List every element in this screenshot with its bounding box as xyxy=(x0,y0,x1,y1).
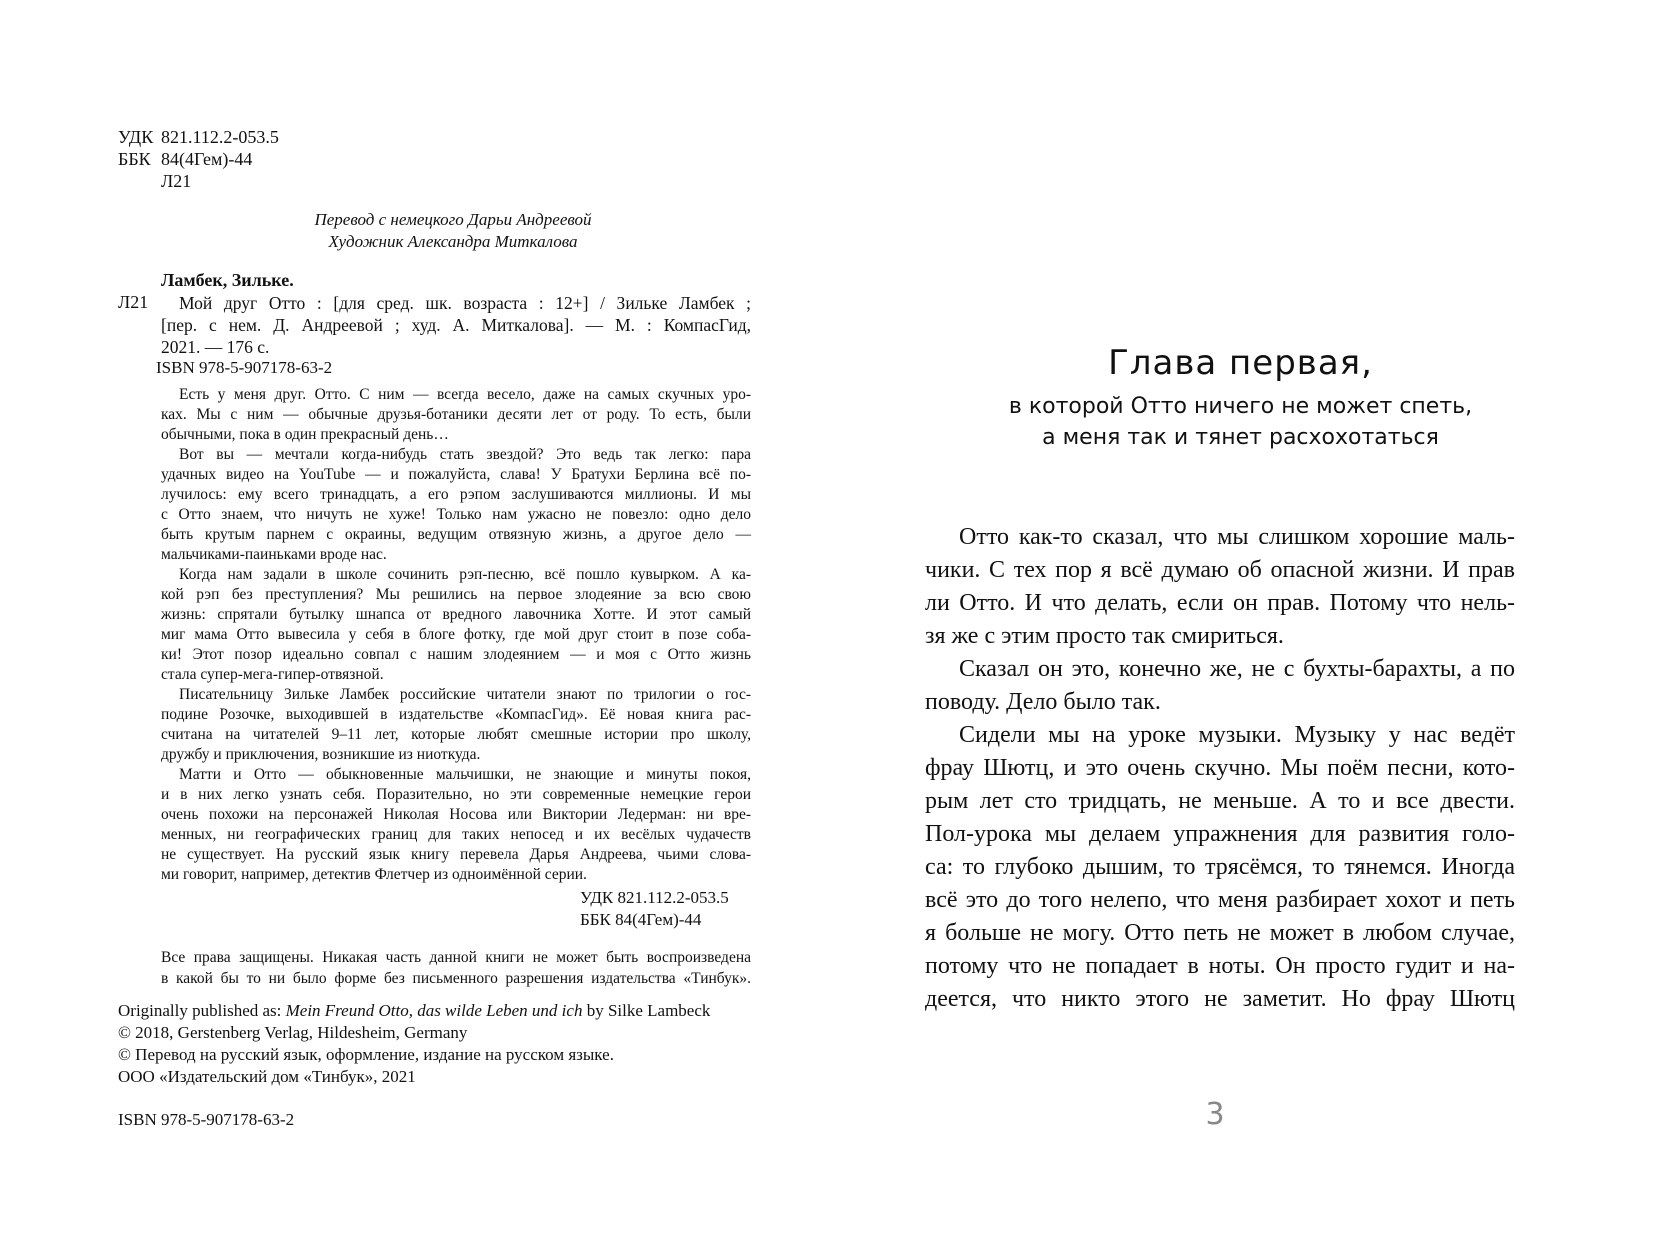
text-line: поводу. Дело было так. xyxy=(925,689,1161,715)
udk-bottom: УДК 821.112.2-053.5 xyxy=(580,888,729,907)
chapter-subtitle-line: в которой Отто ничего не может спеть, xyxy=(1008,394,1473,419)
text-line: миг мама Отто вывесила у себя в блоге фотку, где мой друг стоит в позе соба- xyxy=(161,626,751,643)
bbk-label: ББК xyxy=(118,149,151,169)
copyright-line: ООО «Издательский дом «Тинбук», 2021 xyxy=(118,1067,416,1086)
bbk-value: 84(4Гем)-44 xyxy=(161,149,253,169)
original-suffix: by Silke Lambeck xyxy=(582,1001,711,1020)
illustrator-credit: Художник Александра Миткалова xyxy=(328,232,578,251)
text-line: Когда нам задали в школе сочинить рэп-песню, всё пошло кувырком. А ка- xyxy=(179,566,751,583)
copyright-line: © Перевод на русский язык, оформление, издание на русском языке. xyxy=(118,1045,614,1064)
author-mark: Л21 xyxy=(161,171,192,191)
rights-notice xyxy=(161,947,751,989)
copyright-line: © 2018, Gerstenberg Verlag, Hildesheim, Germany xyxy=(118,1023,468,1042)
udk-label: УДК xyxy=(118,127,154,147)
rights-line: в какой бы то ни было форме без письменного разрешения издательства «Тинбук». xyxy=(161,970,751,987)
text-line: жизнь: спрятали бутылку шнапса от вредного лавочника Хотте. И этот самый xyxy=(161,606,751,623)
text-line: подине Розочке, выходившей в издательстве «КомпасГид». Её новая книга рас- xyxy=(161,706,751,723)
text-line: считана на читателей 9–11 лет, которые любят смешные истории про школу, xyxy=(161,726,751,743)
text-line: с Отто знаем, что ничуть не хуже! Только нам ужасно не повезло: одно дело xyxy=(161,506,751,523)
text-line: зя же с этим просто так смириться. xyxy=(925,623,1284,649)
text-line: Есть у меня друг. Отто. С ним — всегда весело, даже на самых скучных уро- xyxy=(179,386,751,403)
bib-author-mark: Л21 xyxy=(118,292,149,312)
text-line: Сказал он это, конечно же, не с бухты-барахты, а по xyxy=(959,656,1515,682)
text-line: Сидели мы на уроке музыки. Музыку у нас ведёт xyxy=(959,722,1515,748)
text-line: рым лет сто тридцать, не меньше. А то и все двести. xyxy=(925,788,1515,814)
chapter-body xyxy=(925,521,1515,1016)
isbn-bottom: ISBN 978-5-907178-63-2 xyxy=(118,1110,295,1129)
bib-record xyxy=(161,292,751,358)
text-line: потому что не попадает в ноты. Он просто гудит и на- xyxy=(925,953,1515,979)
bib-line: [пер. с нем. Д. Андреевой ; худ. А. Миткалова]. — М. : КомпасГид, xyxy=(161,315,751,335)
annotation xyxy=(161,385,751,885)
bib-line: Мой друг Отто : [для сред. шк. возраста : 12+] / Зильке Ламбек ; xyxy=(179,293,751,313)
text-line: я больше не могу. Отто петь не может в любом случае, xyxy=(925,920,1515,946)
text-line: фрау Шютц, и это очень скучно. Мы поём песни, кото- xyxy=(925,755,1515,781)
text-line: и в них легко узнать себя. Поразительно, но эти современные немецкие герои xyxy=(161,786,751,803)
chapter-title: Глава первая, xyxy=(1108,343,1373,383)
text-line: деется, что никто этого не заметит. Но фрау Шютц xyxy=(925,986,1515,1012)
text-line: стала супер-мега-гипер-отвязной. xyxy=(161,666,384,683)
text-line: Пол-урока мы делаем упражнения для развития голо- xyxy=(925,821,1515,847)
text-line: Матти и Отто — обыкновенные мальчишки, не знающие и минуты покоя, xyxy=(179,766,751,783)
text-line: ли Отто. И что делать, если он прав. Потому что нель- xyxy=(925,590,1515,616)
chapter-subtitle-line: а меня так и тянет расхохотаться xyxy=(1042,425,1439,450)
text-line: быть крутым парнем с окраины, ведущим отвязную жизнь, а другое дело — xyxy=(161,526,751,543)
text-line: лучилось: ему всего тринадцать, а его рэпом заслушиваются миллионы. И мы xyxy=(161,486,751,503)
text-line: ми говорит, например, детектив Флетчер из одноимённой серии. xyxy=(161,866,587,883)
text-line: очень похожи на персонажей Николая Носова или Виктории Ледерман: ни вре- xyxy=(161,806,751,823)
original-edition xyxy=(118,1001,710,1021)
text-line: не существует. На русский язык книгу перевела Дарья Андреева, чьими слова- xyxy=(161,846,751,863)
translator-credit: Перевод с немецкого Дарьи Андреевой xyxy=(314,210,592,229)
page-number: 3 xyxy=(1205,1097,1225,1132)
text-line: менных, ни географических границ для таких непосед и их весёлых чудачеств xyxy=(161,826,751,843)
udk-value: 821.112.2-053.5 xyxy=(161,127,279,147)
text-line: удачных видео на YouTube — и пожалуйста, слава! У Братухи Берлина всё по- xyxy=(161,466,751,483)
original-prefix: Originally published as: xyxy=(118,1001,286,1020)
text-line: чики. С тех пор я всё думаю об опасной жизни. И прав xyxy=(925,557,1515,583)
bbk-bottom: ББК 84(4Гем)-44 xyxy=(580,910,702,929)
text-line: дружбу и приключения, возникшие из ниоткуда. xyxy=(161,746,481,763)
bib-isbn: ISBN 978-5-907178-63-2 xyxy=(156,358,333,377)
text-line: Отто как-то сказал, что мы слишком хорошие маль- xyxy=(959,524,1515,550)
rights-line: Все права защищены. Никакая часть данной книги не может быть воспроизведена xyxy=(161,949,751,966)
text-line: кой рэп без преступления? Мы решились на первое злодеяние за всю свою xyxy=(161,586,751,603)
text-line: обычными, пока в один прекрасный день… xyxy=(161,426,449,443)
text-line: Писательницу Зильке Ламбек российские читатели знают по трилогии о гос- xyxy=(179,686,751,703)
author-heading: Ламбек, Зильке. xyxy=(161,270,294,290)
text-line: всё это до того нелепо, что меня разбирает хохот и петь xyxy=(925,887,1515,913)
original-title: Mein Freund Otto, das wilde Leben und ich xyxy=(285,1001,583,1020)
text-line: Вот вы — мечтали когда-нибудь стать звездой? Это ведь так легко: пара xyxy=(179,446,751,463)
text-line: мальчиками-паиньками вроде нас. xyxy=(161,546,387,563)
text-line: ки! Этот позор идеально совпал с нашим злодеянием — и моя с Отто жизнь xyxy=(161,646,751,663)
text-line: ках. Мы с ним — обычные друзья-ботаники десяти лет от роду. То есть, были xyxy=(161,406,751,423)
text-line: са: то глубоко дышим, то трясёмся, то тянемся. Иногда xyxy=(925,854,1515,880)
bib-line: 2021. — 176 с. xyxy=(161,337,270,357)
